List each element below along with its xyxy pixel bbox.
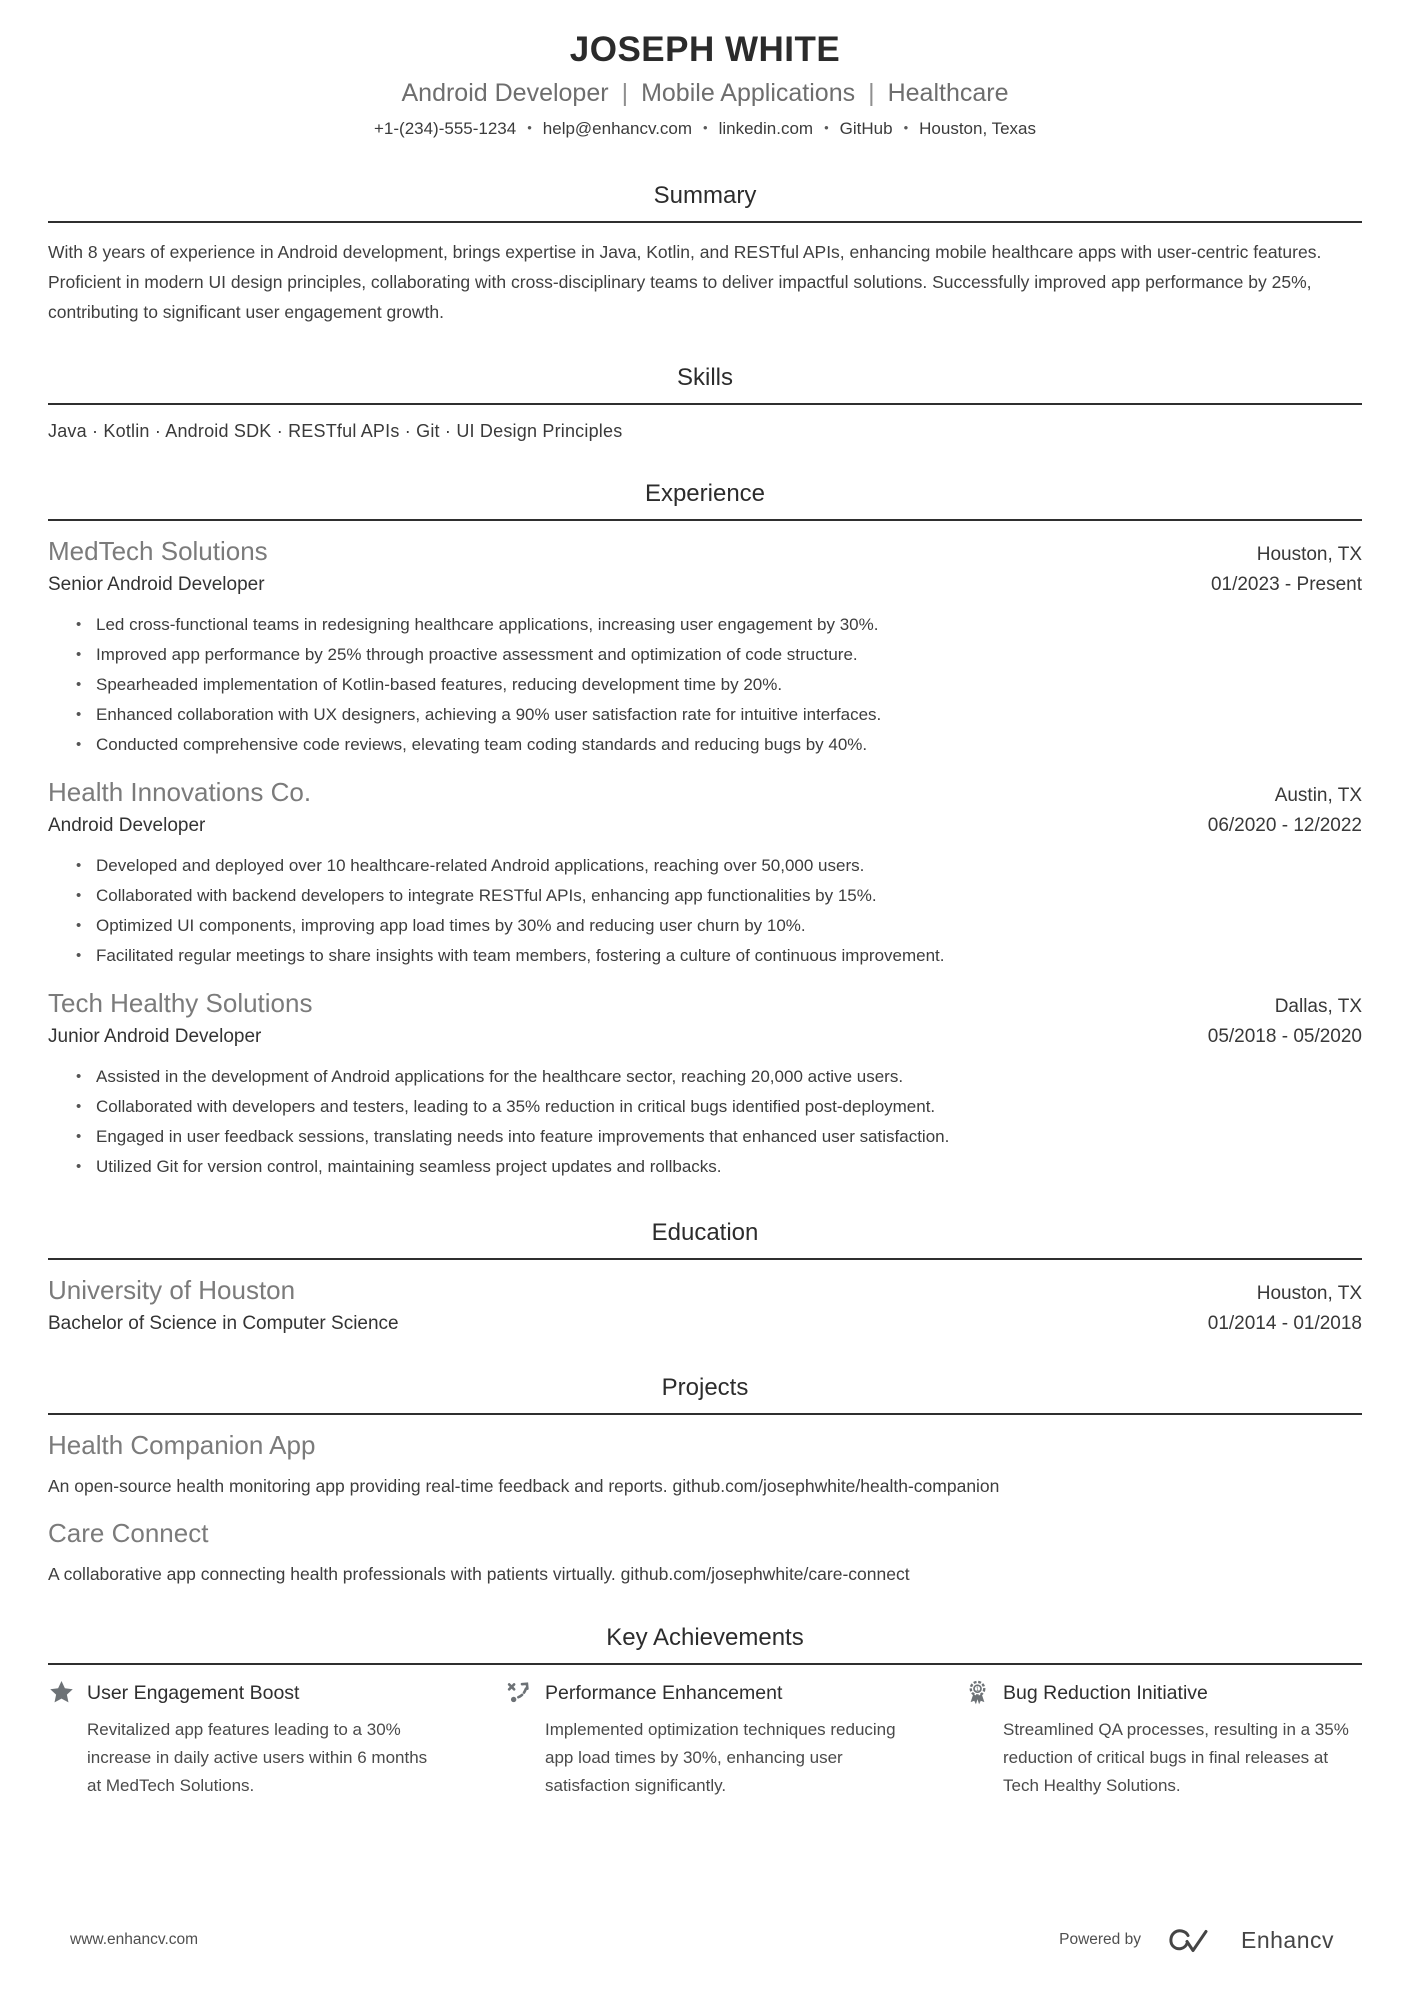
company-name: Health Innovations Co. — [48, 777, 312, 807]
headline-part: Mobile Applications — [641, 79, 856, 107]
job-bullet: • Assisted in the development of Android applications for the healthcare sector, reaching 20,000 active users. — [76, 1062, 1362, 1092]
achievement-header — [48, 1679, 446, 1706]
experience-entry-header — [48, 987, 1362, 1020]
job-dates: 01/2023 - Present — [1210, 574, 1362, 595]
experience-entry — [48, 535, 1362, 760]
job-location: Austin, TX — [1274, 785, 1362, 806]
job-location: Houston, TX — [1256, 544, 1362, 565]
education-school: University of Houston — [48, 1275, 296, 1305]
achievement-item — [48, 1679, 446, 1800]
experience-entry — [48, 776, 1362, 971]
candidate-headline — [48, 78, 1362, 108]
contact-item: GitHub — [839, 119, 893, 138]
achievement-description: Implemented optimization techniques reducing app load times by 30%, enhancing user satisfaction significantly. — [545, 1720, 896, 1795]
job-bullet: • Facilitated regular meetings to share insights with team members, fostering a culture of continuous improvement. — [76, 941, 1362, 971]
resume-header — [48, 30, 1362, 139]
achievement-description: Revitalized app features leading to a 30% increase in daily active users within 6 months at MedTech Solutions. — [87, 1720, 428, 1795]
experience-entry-subheader — [48, 813, 1362, 839]
job-bullet-list — [48, 610, 1362, 760]
project-description: A collaborative app connecting health professionals with patients virtually. github.com/josephwhite/care-connect — [48, 1564, 910, 1584]
contact-line — [48, 118, 1362, 139]
headline-part: Android Developer — [401, 79, 609, 107]
achievement-description: Streamlined QA processes, resulting in a 35% reduction of critical bugs in final releases at Tech Healthy Solutions. — [1003, 1720, 1349, 1795]
achievement-title: Performance Enhancement — [545, 1681, 783, 1704]
achievement-header — [964, 1679, 1362, 1706]
job-bullet: • Engaged in user feedback sessions, translating needs into feature improvements that enhanced user satisfaction. — [76, 1122, 1362, 1152]
section-divider — [48, 519, 1362, 521]
job-title: Android Developer — [48, 815, 206, 836]
education-dates: 01/2014 - 01/2018 — [1207, 1313, 1362, 1334]
svg-text:1: 1 — [975, 1686, 980, 1693]
job-bullet: • Optimized UI components, improving app load times by 30% and reducing user churn by 10%. — [76, 911, 1362, 941]
education-entry — [48, 1274, 1362, 1337]
project-entry — [48, 1517, 1362, 1587]
skills-title: Skills — [676, 364, 733, 391]
candidate-name: JOSEPH WHITE — [569, 30, 841, 69]
achievement-title: User Engagement Boost — [87, 1681, 300, 1704]
brand-wordmark: Enhancv — [1240, 1926, 1334, 1953]
experience-entry — [48, 987, 1362, 1182]
achievement-header — [506, 1679, 904, 1706]
education-title: Education — [651, 1219, 759, 1246]
section-experience — [48, 479, 1362, 1182]
education-degree: Bachelor of Science in Computer Science — [48, 1313, 399, 1334]
experience-entry-header — [48, 776, 1362, 809]
job-dates: 05/2018 - 05/2020 — [1207, 1026, 1362, 1047]
section-key-achievements — [48, 1623, 1362, 1800]
project-description: An open-source health monitoring app providing real-time feedback and reports. github.com/josephwhite/health-companion — [48, 1476, 1000, 1496]
achievement-columns — [48, 1679, 1362, 1800]
contact-item: +1-(234)-555-1234 — [373, 119, 517, 138]
company-name: MedTech Solutions — [48, 536, 268, 566]
section-divider — [48, 221, 1362, 223]
strategy-arrow-icon — [506, 1679, 533, 1706]
achievement-title: Bug Reduction Initiative — [1003, 1681, 1208, 1704]
summary-title: Summary — [653, 182, 757, 209]
section-divider — [48, 403, 1362, 405]
job-bullet: • Collaborated with backend developers to integrate RESTful APIs, enhancing app functionalities by 15%. — [76, 881, 1362, 911]
achievement-item — [506, 1679, 904, 1800]
headline-part: Healthcare — [887, 79, 1009, 107]
project-name: Health Companion App — [48, 1430, 316, 1460]
job-bullet: • Enhanced collaboration with UX designers, achieving a 90% user satisfaction rate for intuitive interfaces. — [76, 700, 1362, 730]
section-education — [48, 1218, 1362, 1337]
section-summary — [48, 181, 1362, 327]
section-skills — [48, 363, 1362, 443]
job-location: Dallas, TX — [1274, 996, 1362, 1017]
project-entry — [48, 1429, 1362, 1499]
headline-separator: | — [621, 79, 629, 107]
experience-entry-header — [48, 535, 1362, 568]
contact-separator: • — [824, 120, 829, 135]
experience-title: Experience — [644, 480, 766, 507]
contact-separator: • — [527, 120, 532, 135]
medal-icon — [964, 1679, 991, 1706]
experience-entry-subheader — [48, 1024, 1362, 1050]
job-dates: 06/2020 - 12/2022 — [1207, 815, 1362, 836]
experience-entry-subheader — [48, 572, 1362, 598]
contact-item: Houston, Texas — [919, 119, 1037, 138]
summary-text: With 8 years of experience in Android development, brings expertise in Java, Kotlin, and RESTful APIs, enhancing mobile healthcare apps with user-centric features. Proficient in modern UI design principles, collaborating with cross-disciplinary teams to deliver impactful solutions. Successfully improved app performance by 25%, contributing to significant user engagement growth. — [48, 242, 1322, 322]
job-bullet: • Improved app performance by 25% through proactive assessment and optimization of code structure. — [76, 640, 1362, 670]
contact-item: linkedin.com — [718, 119, 814, 138]
powered-by-label: Powered by — [1059, 1931, 1141, 1948]
job-bullet: • Spearheaded implementation of Kotlin-based features, reducing development time by 20%. — [76, 670, 1362, 700]
projects-title: Projects — [661, 1374, 749, 1401]
powered-by-group — [1059, 1925, 1362, 1955]
company-name: Tech Healthy Solutions — [48, 988, 313, 1018]
contact-separator: • — [703, 120, 708, 135]
achievements-title: Key Achievements — [606, 1624, 804, 1651]
section-divider — [48, 1663, 1362, 1665]
section-divider — [48, 1258, 1362, 1260]
section-divider — [48, 1413, 1362, 1415]
achievement-item — [964, 1679, 1362, 1800]
contact-separator: • — [903, 120, 909, 135]
page-footer — [48, 1925, 1362, 1955]
section-projects — [48, 1373, 1362, 1587]
job-bullet: • Conducted comprehensive code reviews, elevating team coding standards and reducing bugs by 40%. — [76, 730, 1362, 760]
job-bullet: • Utilized Git for version control, maintaining seamless project updates and rollbacks. — [76, 1152, 1362, 1182]
project-entries — [48, 1429, 1362, 1587]
job-bullet: • Collaborated with developers and testers, leading to a 35% reduction in critical bugs identified post-deployment. — [76, 1092, 1362, 1122]
education-location: Houston, TX — [1256, 1283, 1362, 1304]
job-bullet-list — [48, 851, 1362, 971]
footer-website: www.enhancv.com — [70, 1931, 199, 1948]
job-title: Junior Android Developer — [48, 1026, 262, 1047]
job-title: Senior Android Developer — [48, 574, 265, 595]
job-bullet: • Led cross-functional teams in redesigning healthcare applications, increasing user engagement by 30%. — [76, 610, 1362, 640]
experience-entries — [48, 535, 1362, 1182]
enhancv-logo-icon — [1165, 1925, 1217, 1955]
headline-separator: | — [868, 79, 875, 107]
skills-list: Java · Kotlin · Android SDK · RESTful APIs · Git · UI Design Principles — [48, 421, 623, 441]
project-name: Care Connect — [48, 1518, 209, 1548]
star-icon — [48, 1679, 75, 1706]
job-bullet: • Developed and deployed over 10 healthcare-related Android applications, reaching over 50,000 users. — [76, 851, 1362, 881]
contact-item: help@enhancv.com — [542, 119, 693, 138]
job-bullet-list — [48, 1062, 1362, 1182]
